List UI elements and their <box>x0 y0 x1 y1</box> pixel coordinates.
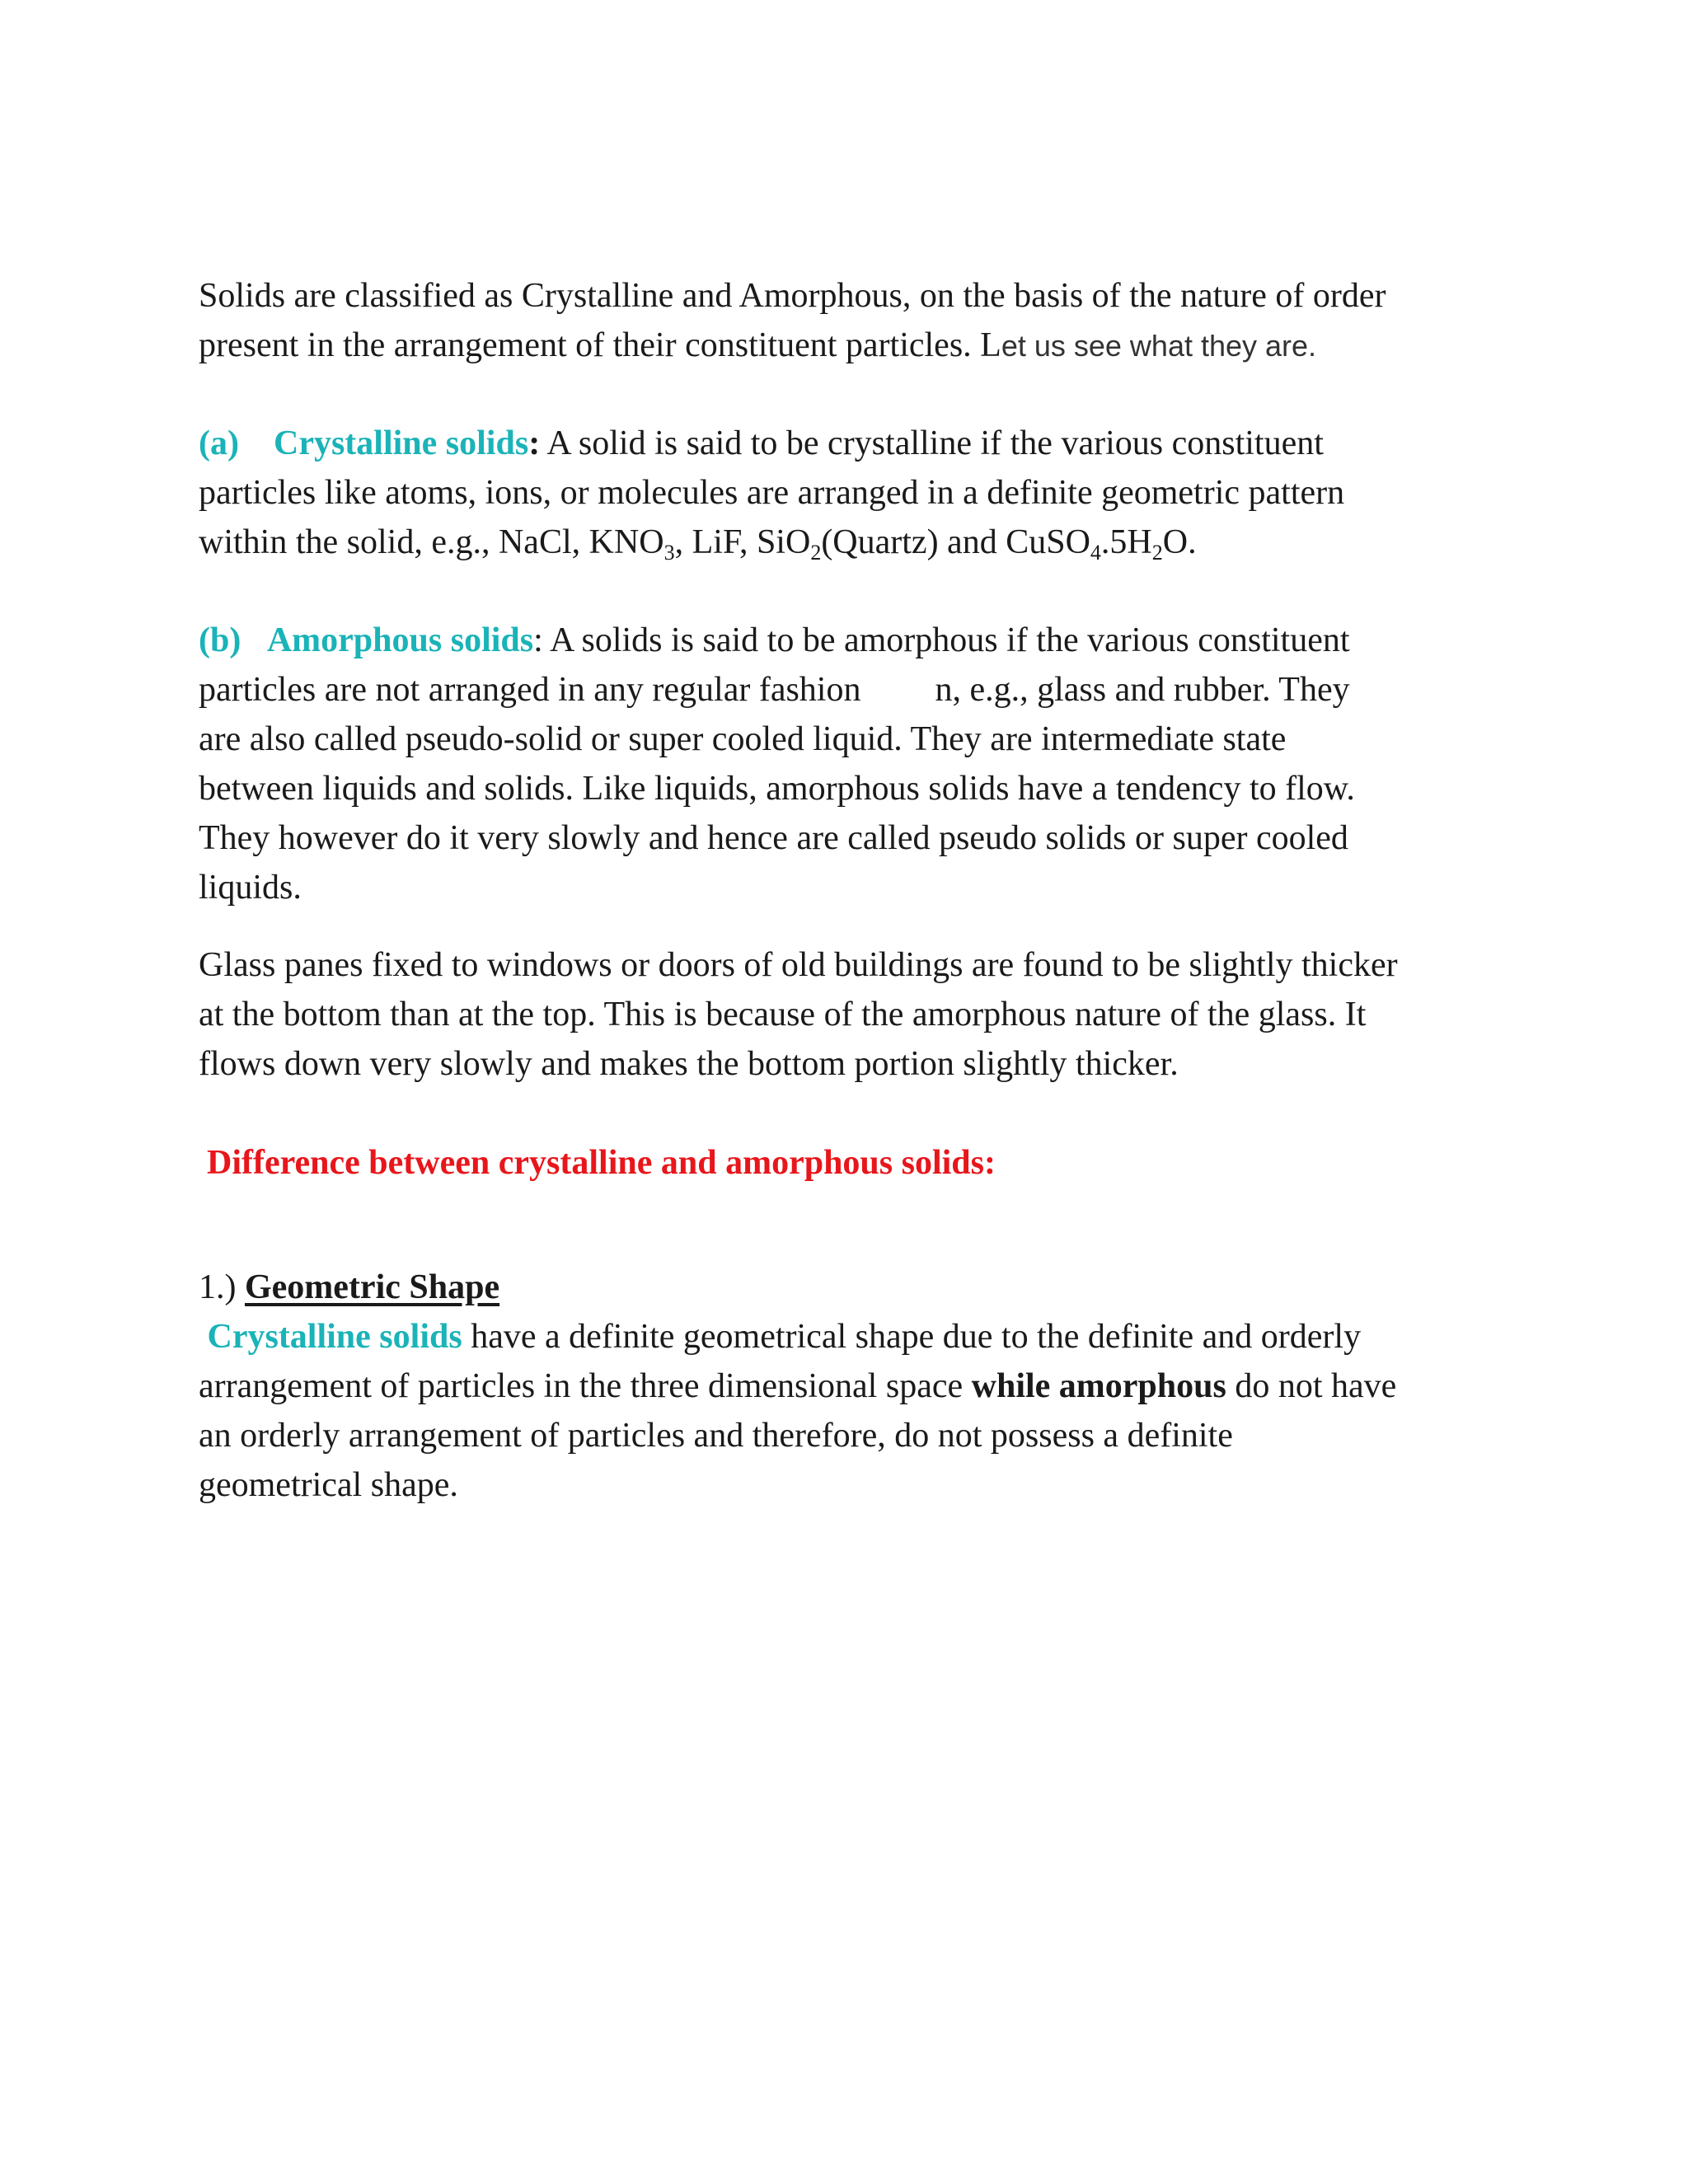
point-1-number: 1.) <box>199 1268 237 1306</box>
amorphous-paragraph <box>199 616 1517 912</box>
subscript-2: 2 <box>810 541 822 565</box>
amorphous-term: Amorphous solids <box>266 621 534 659</box>
intro-line-2-sans: et us see what they are. <box>1001 329 1317 363</box>
amorphous-marker: (b) <box>199 621 241 659</box>
intro-line-1: Solids are classified as Crystalline and Amorphous, on the basis of the nature of order <box>199 277 1386 315</box>
glass-line-3: flows down very slowly and makes the bottom portion slightly thicker. <box>199 1045 1179 1083</box>
crystalline-line-1: A solid is said to be crystalline if the various constituent <box>546 424 1324 462</box>
amorphous-line-5: They however do it very slowly and hence are called pseudo solids or super cooled <box>199 819 1348 857</box>
crystalline-marker: (a) <box>199 424 239 462</box>
crystalline-line-3 <box>199 523 1197 565</box>
amorphous-line-1: : A solids is said to be amorphous if the various constituent <box>533 621 1350 659</box>
glass-line-1: Glass panes fixed to windows or doors of old buildings are found to be slightly thicker <box>199 946 1398 984</box>
point-1-line-2b: while amorphous <box>971 1367 1226 1405</box>
crystalline-line-2: particles like atoms, ions, or molecules are arranged in a definite geometric pattern <box>199 474 1345 512</box>
point-1-line-3: an orderly arrangement of particles and therefore, do not possess a definite <box>199 1417 1233 1455</box>
point-1-term: Crystalline solids <box>207 1318 462 1356</box>
formula-text-c: (Quartz) and CuSO <box>821 523 1090 561</box>
point-1-section <box>199 1263 1517 1510</box>
subscript-4: 4 <box>1090 541 1101 565</box>
point-1-title: Geometric Shape <box>245 1268 500 1306</box>
crystalline-colon: : <box>528 424 541 462</box>
subscript-3: 3 <box>663 541 675 565</box>
formula-text-b: , LiF, SiO <box>674 523 811 561</box>
subscript-2b: 2 <box>1151 541 1163 565</box>
intro-line-2: present in the arrangement of their constituent particles. L <box>199 326 1001 364</box>
point-1-line-2c: do not have <box>1235 1367 1397 1405</box>
difference-heading-text: Difference between crystalline and amorphous solids: <box>207 1144 996 1182</box>
amorphous-line-4: between liquids and solids. Like liquids, amorphous solids have a tendency to flow. <box>199 770 1355 808</box>
crystalline-paragraph <box>199 419 1517 567</box>
amorphous-line-6: liquids. <box>199 869 302 907</box>
formula-text-a: within the solid, e.g., NaCl, KNO <box>199 523 664 561</box>
glass-line-2: at the bottom than at the top. This is because of the amorphous nature of the glass. It <box>199 996 1367 1033</box>
glass-paragraph <box>199 940 1517 1089</box>
formula-text-d: .5H <box>1100 523 1152 561</box>
point-1-line-1: have a definite geometrical shape due to the definite and orderly <box>471 1318 1362 1356</box>
amorphous-line-3: are also called pseudo-solid or super cooled liquid. They are intermediate state <box>199 720 1287 758</box>
formula-text-e: O. <box>1162 523 1197 561</box>
point-1-line-2a: arrangement of particles in the three dimensional space <box>199 1367 964 1405</box>
crystalline-term: Crystalline solids <box>273 424 529 462</box>
difference-heading <box>207 1138 1526 1188</box>
intro-paragraph <box>199 271 1517 371</box>
point-1-line-4: geometrical shape. <box>199 1466 458 1504</box>
amorphous-line-2b: n, e.g., glass and rubber. They <box>935 671 1350 709</box>
amorphous-line-2a: particles are not arranged in any regular fashion <box>199 671 861 709</box>
